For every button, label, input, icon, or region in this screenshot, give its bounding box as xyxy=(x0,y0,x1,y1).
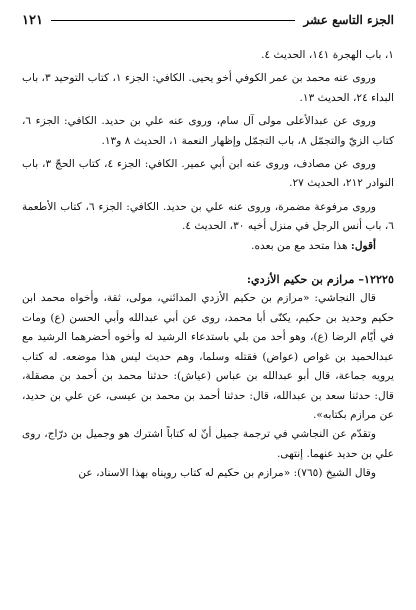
note-paragraph xyxy=(22,237,394,256)
note-label: أقول: xyxy=(350,239,376,252)
paragraph: ١، باب الهجرة ١٤١، الحديث ٤. xyxy=(261,49,394,61)
paragraph: وتقدّم عن النجاشي في ترجمة جميل أنّ له كتاباً اشترك هو وجميل بن درّاج، روى علي بن حديد عنهما. إنتهى. xyxy=(22,428,394,460)
page-body xyxy=(22,46,394,484)
paragraph: وقال الشيخ (٧٦٥): «مرازم بن حكيم له كتاب رويناه بهذا الاسناد، عن xyxy=(78,467,376,480)
running-title: الجزء التاسع عشر xyxy=(303,13,394,27)
paragraph: وروى عنه محمد بن عمر الكوفي أخو يحيى. الكافي: الجزء ١، كتاب التوحيد ٣، باب البداء ٢٤، الحديث ١٣. xyxy=(22,72,394,104)
entry-heading: ١٢٢٢٥– مرازم بن حكيم الأزدي: xyxy=(246,272,394,287)
paragraph: قال النجاشي: «مرازم بن حكيم الأزدي المدائني، مولى، ثقة، وأخواه محمد ابن حكيم وحديد بن حكيم، يكنّى أبا محمد، روى عن أبي عبدالله وأبي الحسن (ع) ومات في أيّام الرضا (ع)، وهو أحد من بلي باستدعاء الرشيد له وأخوه أحضرهما الرشيد مع عبدالحميد بن غواص (عواض) فقتله وسلما، وهم حديث ليس هذا موضعه. له كتاب يرويه جماعة، قال أبو عبدالله بن عباس (عياش): حدثنا محمد بن أحمد بن مصقلة، قال: حدثنا سعد بن عبدالله، قال: حدثنا أحمد بن محمد بن عيسى، عن علي بن حديد، عن مرازم بكتابه». xyxy=(22,292,394,421)
header-rule xyxy=(51,20,295,21)
paragraph: وروى عن مصادف، وروى عنه ابن أبي عمير. الكافي: الجزء ٤، كتاب الحجّ ٣، باب النوادر ٢١٢، الحديث ٢٧. xyxy=(22,158,394,190)
note-text: هذا متحد مع من بعده. xyxy=(251,239,351,252)
paragraph: وروى مرفوعة مضمرة، وروى عنه علي بن حديد. الكافي: الجزء ٦، كتاب الأطعمة ٦، باب أنس الرجل في منزل أخيه ٣٠، الحديث ٤. xyxy=(22,200,394,233)
page-number: ١٢١ xyxy=(22,12,43,28)
page-header xyxy=(22,12,394,28)
paragraph: وروى عن عبدالأعلى مولى آل سام، وروى عنه علي بن حديد. الكافي: الجزء ٦، كتاب الزيّ والتجمّل ٨، باب التجمّل وإظهار النعمة ١، الحديث ٨ و١٣. xyxy=(22,115,394,147)
